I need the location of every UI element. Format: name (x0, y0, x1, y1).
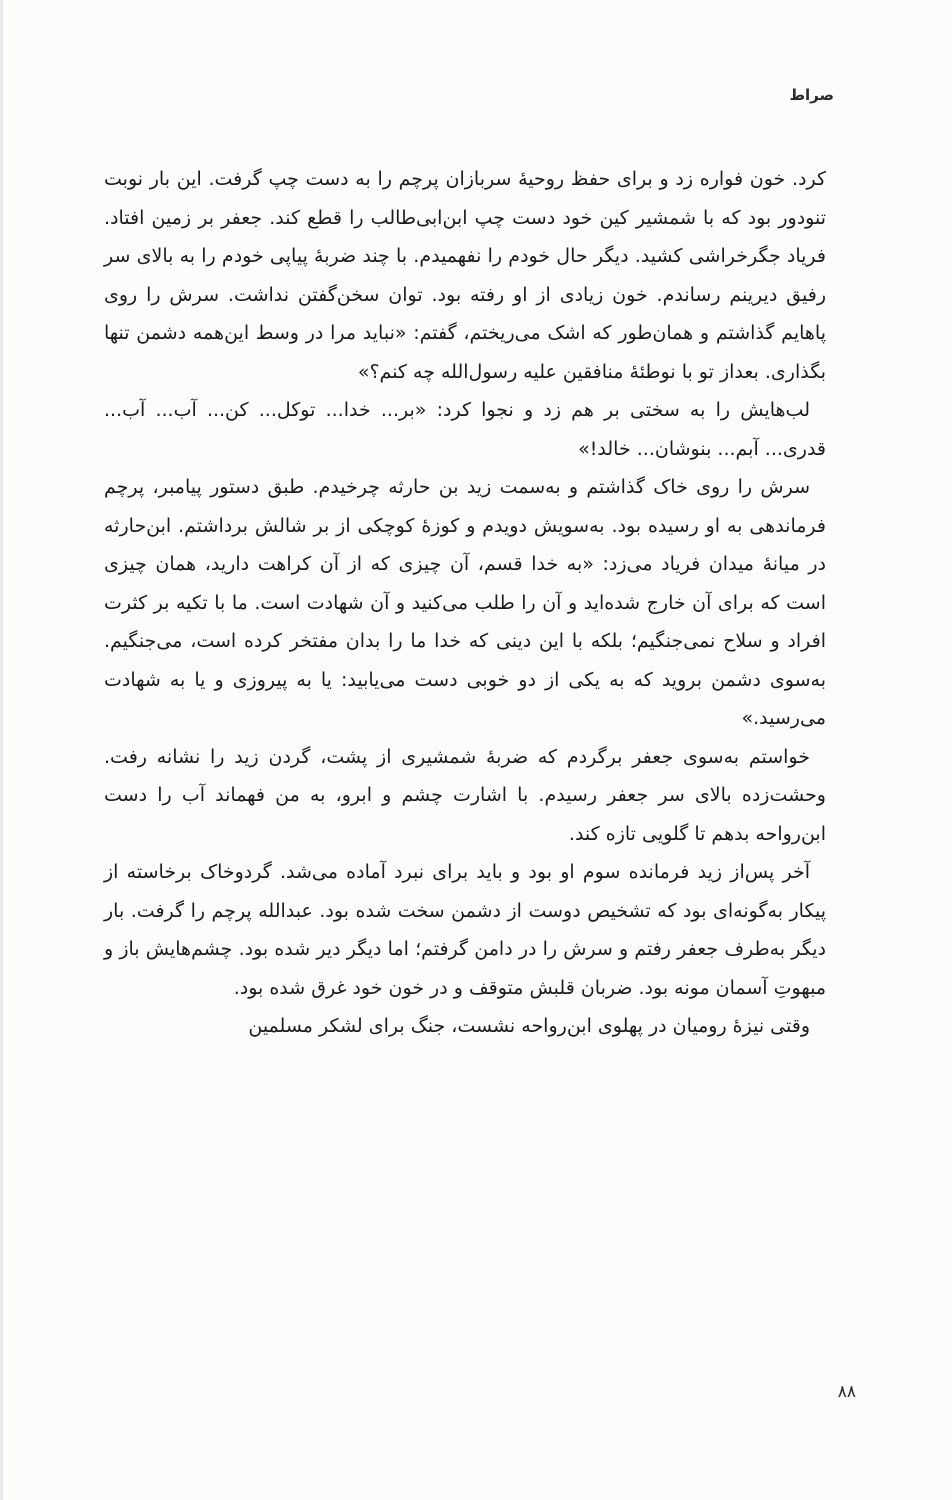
page-number: ۸۸ (837, 1382, 856, 1402)
paragraph-2: لب‌هایش را به سختی بر هم زد و نجوا کرد: «بر... خدا... توکل... کن... آب... آب... قدری... آبم... بنوشان... خالد!» (104, 399, 826, 460)
paragraph-1: کرد. خون فواره زد و برای حفظ روحیهٔ سربازان پرچم را به دست چپ گرفت. این بار نوبت تنودور بود که با شمشیر کین خود دست چپ ابن‌ابی‌طالب را قطع کند. جعفر بر زمین افتاد. فریاد جگرخراشی کشید. دیگر حال خودم را نفهمیدم. با چند ضربهٔ پیاپی خودم را به بالای سر رفیق دیرینم رساندم. خون زیادی از او رفته بود. توان سخن‌گفتن نداشت. سرش را روی پاهایم گذاشتم و همان‌طور که اشک می‌ریختم، گفتم: «نباید مرا در وسط این‌همه دشمن تنها بگذاری. بعداز تو با نوطئهٔ منافقین علیه رسول‌الله چه کنم؟» (104, 168, 826, 383)
running-header-title: صراط (789, 86, 834, 104)
paragraph-4: خواستم به‌سوی جعفر برگردم که ضربهٔ شمشیری از پشت، گردن زید را نشانه رفت. وحشت‌زده بالای سر جعفر رسیدم. با اشارت چشم و ابرو، به من فهماند آب را دست ابن‌رواحه بدهم تا گلویی تازه کند. (104, 745, 826, 845)
page-edge-shadow (0, 0, 3, 1500)
paragraph-6: وقتی نیزهٔ رومیان در پهلوی ابن‌رواحه نشست، جنگ برای لشکر مسلمین (248, 1015, 810, 1037)
paragraph-5: آخر پس‌از زید فرمانده سوم او بود و باید برای نبرد آماده می‌شد. گردوخاک برخاسته از پیکار به‌گونه‌ای بود که تشخیص دوست از دشمن سخت شده بود. عبدالله پرچم را گرفت. بار دیگر به‌طرف جعفر رفتم و سرش را در دامن گرفتم؛ اما دیگر دیر شده بود. چشم‌هایش باز و مبهوتِ آسمان مونه بود. ضربان قلبش متوقف و در خون خود غرق شده بود. (104, 861, 826, 999)
paragraph-3: سرش را روی خاک گذاشتم و به‌سمت زید بن حارثه چرخیدم. طبق دستور پیامبر، پرچم فرماندهی به او رسیده بود. به‌سویش دویدم و کوزهٔ کوچکی از بر شالش برداشتم. ابن‌حارثه در میانهٔ میدان فریاد می‌زد: «به خدا قسم، آن چیزی که از آن کراهت دارید، همان چیزی است که برای آن خارج شده‌اید و آن را طلب می‌کنید و آن شهادت است. ما با تکیه بر کثرت افراد و سلاح نمی‌جنگیم؛ بلکه با این دینی که خدا ما را بدان مفتخر کرده است، می‌جنگیم. به‌سوی دشمن بروید که به یکی از دو خوبی دست می‌یابید: یا به پیروزی و یا به شهادت می‌رسید.» (104, 476, 826, 729)
body-text (104, 160, 826, 1046)
